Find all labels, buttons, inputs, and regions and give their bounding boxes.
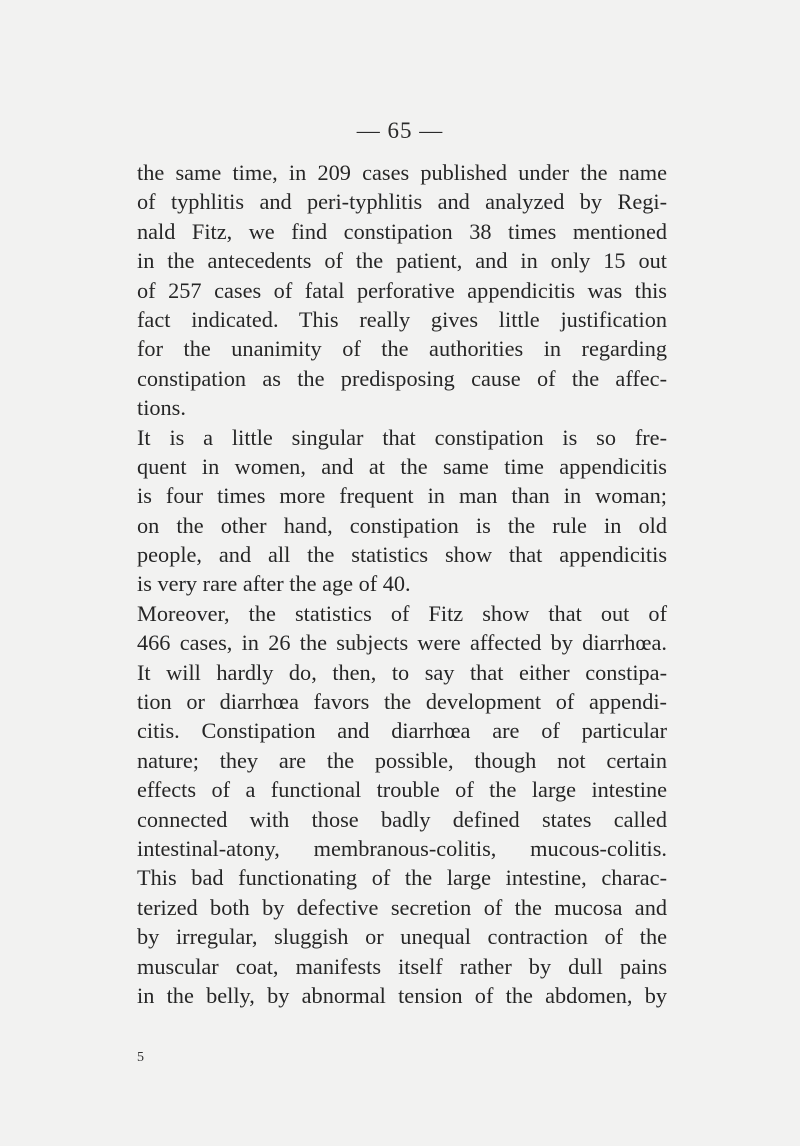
text-line: citis. Constipation and diarrhœa are of particular [137, 718, 667, 744]
text-line: nature; they are the possible, though not certain [137, 747, 667, 773]
text-line: tions. [137, 395, 186, 421]
text-line: fact indicated. This really gives little justification [137, 306, 667, 332]
text-line: This bad functionating of the large intestine, charac- [137, 865, 667, 891]
text-line: terized both by defective secretion of the mucosa and [137, 894, 667, 920]
text-line: quent in women, and at the same time appendicitis [137, 453, 667, 479]
text-line: by irregular, sluggish or unequal contraction of the [137, 924, 667, 950]
text-line: in the belly, by abnormal tension of the abdomen, by [137, 982, 667, 1008]
body-text [137, 158, 667, 1010]
page-header: — 65 — [356, 118, 444, 143]
text-line: on the other hand, constipation is the rule in old [137, 512, 667, 538]
text-line: is very rare after the age of 40. [137, 571, 411, 597]
text-line: effects of a functional trouble of the large intestine [137, 777, 667, 803]
text-line: the same time, in 209 cases published under the name [137, 160, 667, 185]
text-line: nald Fitz, we find constipation 38 times mentioned [137, 218, 667, 244]
text-line: It is a little singular that constipation is so fre- [137, 424, 667, 450]
text-line: tion or diarrhœa favors the development of appendi- [137, 689, 667, 715]
signature-mark: 5 [137, 1050, 144, 1065]
text-line: Moreover, the statistics of Fitz show that out of [137, 600, 667, 626]
text-line: of 257 cases of fatal perforative appendicitis was this [137, 277, 667, 303]
text-line: of typhlitis and peri-typhlitis and analyzed by Regi- [137, 189, 667, 215]
text-line: intestinal-atony, membranous-colitis, mucous-colitis. [137, 835, 667, 861]
text-line: 466 cases, in 26 the subjects were affected by diarrhœa. [137, 630, 667, 656]
text-line: is four times more frequent in man than in woman; [137, 483, 667, 509]
text-line: It will hardly do, then, to say that either constipa- [137, 659, 667, 685]
text-line: in the antecedents of the patient, and in only 15 out [137, 248, 667, 274]
text-line: connected with those badly defined states called [137, 806, 667, 832]
text-line: muscular coat, manifests itself rather by dull pains [137, 953, 667, 979]
text-line: people, and all the statistics show that appendicitis [137, 542, 667, 568]
text-line: for the unanimity of the authorities in regarding [137, 336, 667, 362]
text-line: constipation as the predisposing cause of the affec- [137, 365, 667, 391]
